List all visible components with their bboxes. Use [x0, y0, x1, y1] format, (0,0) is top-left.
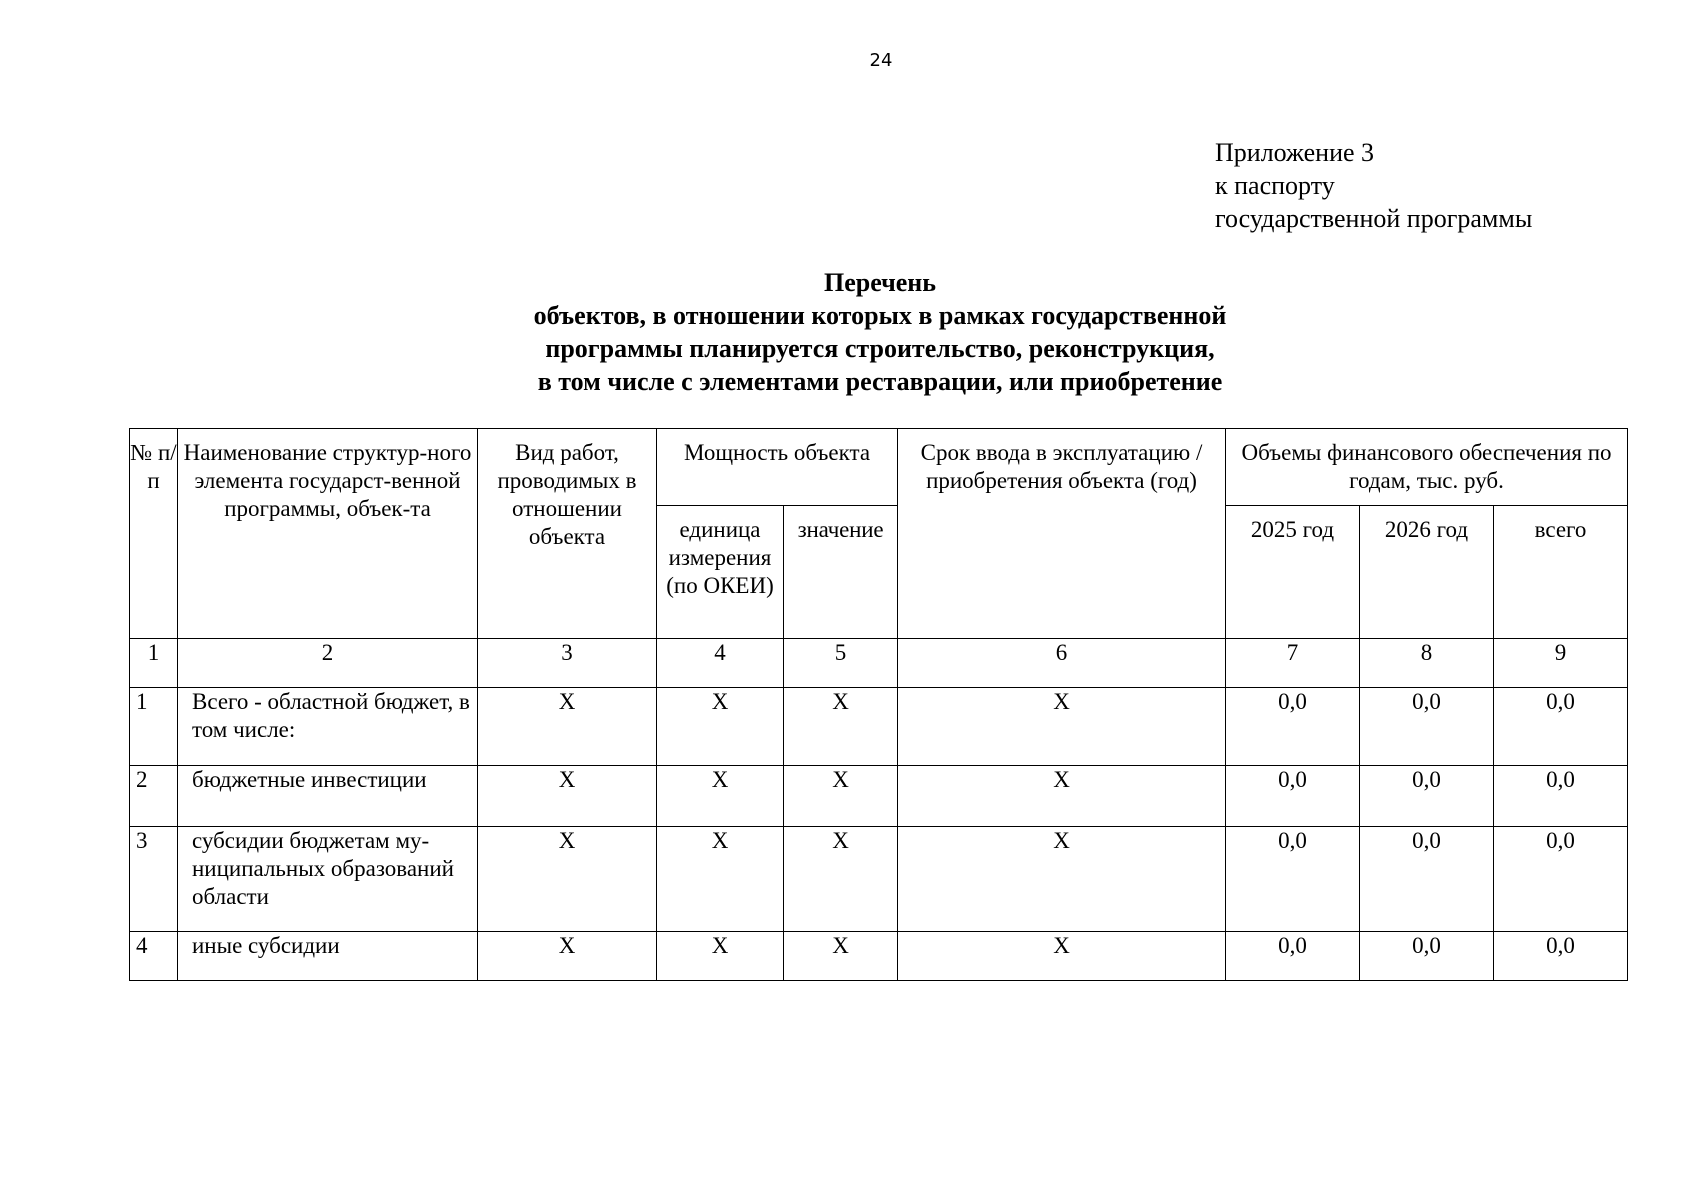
column-number-row	[130, 639, 1628, 688]
row-unit: X	[657, 932, 784, 981]
column-number: 5	[784, 639, 898, 688]
title-line-3: программы планируется строительство, реконструкция,	[545, 334, 1215, 363]
row-value: X	[784, 827, 898, 932]
row-2026: 0,0	[1360, 766, 1494, 827]
title-line-1: Перечень	[823, 268, 937, 297]
column-number: 4	[657, 639, 784, 688]
row-work-type: X	[478, 827, 657, 932]
table-row	[130, 827, 1628, 932]
header-name: Наименование структур-ного элемента государст-венной программы, объек-та	[178, 429, 478, 639]
row-total: 0,0	[1494, 688, 1628, 766]
appendix-note	[1215, 136, 1532, 235]
row-2026: 0,0	[1360, 688, 1494, 766]
objects-table	[129, 428, 1628, 981]
row-2025: 0,0	[1226, 688, 1360, 766]
title-line-4: в том числе с элементами реставрации, или приобретение	[537, 367, 1223, 396]
column-number: 1	[130, 639, 178, 688]
document-title	[330, 266, 1430, 398]
header-year-2025: 2025 год	[1226, 506, 1360, 639]
row-number: 4	[130, 932, 178, 981]
row-2025: 0,0	[1226, 766, 1360, 827]
header-unit: единица измерения (по ОКЕИ)	[657, 506, 784, 639]
appendix-line-2: к паспорту	[1215, 171, 1335, 200]
row-deadline: X	[898, 688, 1226, 766]
row-2025: 0,0	[1226, 932, 1360, 981]
table-header-row	[130, 429, 1628, 506]
page-number: 24	[869, 50, 893, 71]
column-number: 8	[1360, 639, 1494, 688]
header-work-type: Вид работ, проводимых в отношении объекта	[478, 429, 657, 639]
row-work-type: X	[478, 766, 657, 827]
row-name: иные субсидии	[178, 932, 478, 981]
table-row	[130, 932, 1628, 981]
row-2026: 0,0	[1360, 827, 1494, 932]
row-unit: X	[657, 688, 784, 766]
row-unit: X	[657, 766, 784, 827]
appendix-line-3: государственной программы	[1215, 204, 1533, 233]
row-name: субсидии бюджетам му-ниципальных образований области	[178, 827, 478, 932]
row-work-type: X	[478, 932, 657, 981]
row-value: X	[784, 688, 898, 766]
header-value: значение	[784, 506, 898, 639]
row-name: Всего - областной бюджет, в том числе:	[178, 688, 478, 766]
column-number: 6	[898, 639, 1226, 688]
header-num: № п/п	[130, 429, 178, 639]
appendix-line-1: Приложение 3	[1215, 138, 1375, 167]
row-total: 0,0	[1494, 766, 1628, 827]
row-number: 3	[130, 827, 178, 932]
row-number: 2	[130, 766, 178, 827]
row-total: 0,0	[1494, 827, 1628, 932]
row-work-type: X	[478, 688, 657, 766]
row-2026: 0,0	[1360, 932, 1494, 981]
row-value: X	[784, 766, 898, 827]
column-number: 9	[1494, 639, 1628, 688]
column-number: 2	[178, 639, 478, 688]
row-total: 0,0	[1494, 932, 1628, 981]
row-deadline: X	[898, 766, 1226, 827]
header-funding: Объемы финансового обеспечения по годам, тыс. руб.	[1226, 429, 1628, 506]
row-number: 1	[130, 688, 178, 766]
header-deadline: Срок ввода в эксплуатацию / приобретения объекта (год)	[898, 429, 1226, 639]
header-capacity: Мощность объекта	[657, 429, 898, 506]
column-number: 3	[478, 639, 657, 688]
row-value: X	[784, 932, 898, 981]
row-deadline: X	[898, 932, 1226, 981]
row-unit: X	[657, 827, 784, 932]
table-row	[130, 766, 1628, 827]
column-number: 7	[1226, 639, 1360, 688]
row-name: бюджетные инвестиции	[178, 766, 478, 827]
row-2025: 0,0	[1226, 827, 1360, 932]
header-total: всего	[1494, 506, 1628, 639]
row-deadline: X	[898, 827, 1226, 932]
title-line-2: объектов, в отношении которых в рамках государственной	[533, 301, 1227, 330]
header-year-2026: 2026 год	[1360, 506, 1494, 639]
table-row	[130, 688, 1628, 766]
